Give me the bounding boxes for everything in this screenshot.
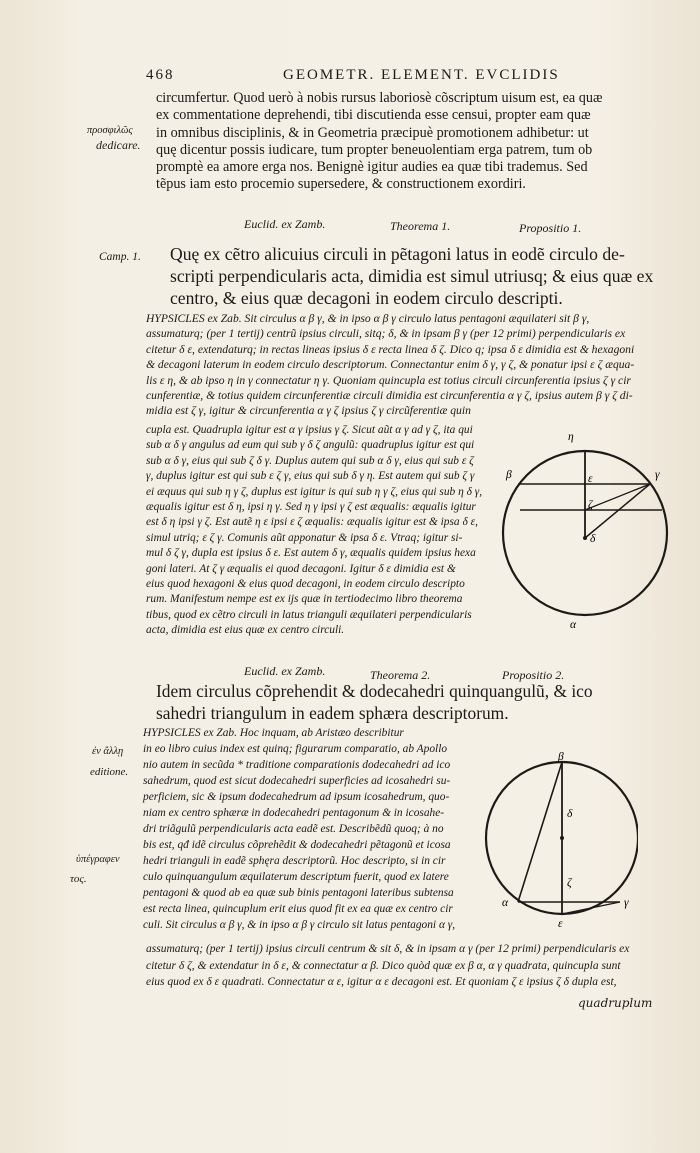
figure1-label: ζ (588, 499, 593, 511)
margin-tag-camp: Camp. 1. (99, 251, 141, 263)
proof-line: est δ η ipsi γ ζ. Est autẽ η ε ipsi ε ζ æqualis: æqualis igitur est & ipsa δ ε, (146, 516, 478, 529)
figure1-connector (585, 484, 650, 510)
figure2-label: α (502, 897, 509, 909)
page-number: 468 (146, 67, 175, 83)
figure2-label: ε (558, 918, 563, 930)
proof-line: assumaturq; (per 1 tertij) ipsius circuli centrum & sit δ, & in ipsam α γ (per 12 primi) perpendicularis ex (146, 943, 630, 955)
section1-statement (170, 243, 653, 309)
statement-line: Quę ex cẽtro alicuius circuli in pẽtagoni latus in eodẽ circulo de- (170, 244, 625, 264)
proof-line: eius quod hexagoni & eius quod decagoni, in eodem circulo descripto (146, 578, 465, 591)
proof-line: cupla est. Quadrupla igitur est α γ ipsius γ ζ. Sicut aũt α γ ad γ ζ, ita qui (146, 424, 473, 436)
proof-line: cunferentiæ, & totius quidem circunferentiæ circuli dimidia est circunferentia α γ ζ, ipsius autem β γ ζ di- (146, 389, 633, 403)
figure2-chord-right (562, 902, 620, 914)
section2-proof-wide (146, 941, 629, 991)
proof-line: sub α δ γ, eius qui sub ζ δ γ. Duplus autem qui sub α δ γ, eius qui sub ε ζ (146, 454, 474, 467)
figure-1-circle-diagram (490, 428, 690, 628)
proof-line: bis est, qđ idẽ circulus cõprehẽdit & dodecahedri pẽtagonũ et icosa (143, 839, 451, 851)
figure2-center-point (560, 836, 564, 840)
preface-text (156, 90, 602, 194)
figure2-label: γ (624, 897, 629, 909)
proof-line: sub α δ γ angulus ad eum qui sub γ δ ζ angulũ: quadruplus igitur est qui (146, 439, 475, 452)
proof-line: nio autem in secũda * traditione comparationis dodecahedri ad ico (143, 759, 451, 771)
section1-proposition-label: Propositio 1. (519, 221, 582, 235)
proof-line: citetur δ ζ, & extendatur in δ ε, & connectatur α β. Dico quòd quæ ex β α, α γ quadrata, quincupla sunt (146, 959, 621, 972)
margin-note-alt-edition-latin: editione. (90, 766, 129, 778)
proof-line: & decagoni laterum in eodem circulo descriptorum. Connectantur enim δ γ, γ ζ, & ponatur ipsi ε ζ æqua- (146, 358, 635, 372)
proof-line: midia est ζ γ, igitur & circunferentia α γ ζ ipsius ζ γ circũferentiæ quin (146, 404, 471, 418)
section2-proof-narrow (143, 725, 455, 933)
proof-line: pentagoni & quod ab ea quæ sub binis pentagoni lateribus subtensa (143, 887, 454, 899)
statement-line: scripti perpendicularis acta, dimidia est simul utriusq; & eius quæ ex (170, 266, 654, 286)
proof-line: niam ex centro sphæræ in dodecahedri pentagonum & in icosahe- (143, 807, 445, 819)
margin-note-greek: προσφιλῶς (87, 125, 133, 136)
proof-line: rum. Manifestum nempe est ex ijs quæ in tertiodecimo libro theorema (146, 593, 463, 606)
proof-line: dri triãgulũ perpendicularis acta eadẽ est. Describẽdũ quoq; à no (143, 823, 444, 835)
preface-line: in omnibus disciplinis, & in Geometria præcipuè promotionem adhibetur: ut (156, 124, 589, 141)
figure2-label: β (558, 752, 564, 763)
proof-line: in eo libro cuius index est quinq; figurarum comparatio, ab Apollo (143, 743, 448, 755)
figure2-label: ζ (567, 877, 572, 889)
proof-line: est recta linea, quincuplum erit eius quod fit ex ea quæ ex centro cir (143, 903, 453, 915)
preface-line: circumfertur. Quod uerò à nobis rursus laboriosè cõscriptum uisum est, ea quæ (156, 90, 603, 106)
proof-line: tibus, quod ex cẽtro circuli in latus trianguli æquilateri perpendicularis (146, 608, 472, 621)
margin-note-greek-2b: τος. (70, 873, 87, 885)
margin-note-alt-edition-greek: ἐν ἄλλῃ (92, 746, 124, 757)
figure2-label: δ (567, 808, 573, 820)
preface-line: ex commentatione deprehendi, tibi discutienda esse censui, propter eam quæ (156, 107, 591, 124)
proof-line: γ, duplus igitur est qui sub ε ζ γ, eius qui sub δ γ η. Est autem qui sub ζ γ (146, 470, 475, 483)
figure1-center-point (583, 536, 587, 540)
figure1-label: η (568, 431, 574, 443)
proof-line: sahedrum, quod est sicut dodecahedri superficies ad icosahedri su- (143, 775, 451, 787)
catchword: quadruplum (578, 996, 653, 1010)
margin-note-greek-2: ὑπέγραφεν (76, 854, 120, 865)
proof-line: acta, dimidia est eius quæ ex centro circuli. (146, 624, 345, 637)
proof-line: HYPSICLES ex Zab. Hoc inquam, ab Aristæo describitur (143, 727, 404, 739)
proof-line: simul utriq; ε ζ γ. Comunis aũt apponatur & ipsa δ ε. Vtraq; igitur si- (146, 531, 463, 544)
section2-statement (156, 680, 593, 724)
proof-line: ei æquus qui sub η γ ζ, duplus est igitur is qui sub η γ ζ, eius qui sub η δ γ, (146, 485, 483, 498)
section1-proof-narrow (146, 423, 482, 639)
figure2-chord-left (518, 762, 562, 902)
statement-line: sahedri triangulum in eadem sphæra descriptorum. (156, 703, 509, 723)
figure1-radius (585, 484, 650, 538)
proof-line: hedri trianguli in eadẽ sphęra descriptorũ. Hoc descripto, si in cir (143, 855, 446, 867)
section2-theorem-label: Theorema 2. (370, 668, 431, 682)
margin-note-latin: dedicare. (96, 138, 141, 152)
statement-line: centro, & eius quæ decagoni in eodem circulo descripti. (170, 288, 563, 308)
proof-line: HYPSICLES ex Zab. Sit circulus α β γ, & in ipso α β γ circulo latus pentagoni æquilateri sit β γ, (146, 312, 590, 325)
proof-line: citetur δ ε, extendaturq; in rectas lineas ipsius δ ε recta linea δ ζ. Dico q; ipsa δ ε dimidia est & hexagoni (146, 342, 635, 356)
figure1-label: ε (588, 473, 593, 485)
figure1-label: γ (655, 469, 660, 481)
figure-2-circle-diagram (478, 752, 638, 932)
figure1-label: δ (590, 533, 596, 545)
section1-proof-wide (146, 311, 634, 419)
proof-line: goni lateri. At ζ γ æqualis ei quod decagoni. Igitur δ ε dimidia est & (146, 562, 456, 575)
proof-line: eius quod ex δ ε quadrati. Connectatur α ε, igitur α ε decagoni est. Et quoniam ζ ε ipsius ζ δ dupla est, (146, 976, 617, 988)
figure1-label: α (570, 619, 577, 628)
proof-line: æqualis igitur est δ η, ipsi η γ. Sed η γ ipsi γ ζ est æqualis: æqualis igitur (146, 501, 476, 514)
running-title: GEOMETR. ELEMENT. EVCLIDIS (283, 67, 560, 83)
section2-proposition-label: Propositio 2. (502, 668, 565, 682)
preface-line: tẽpus iam esto procemio supersedere, & constructionem exordiri. (156, 176, 526, 193)
preface-line: promptè ea amore erga nos. Benignè igitur audies ea quæ tibi trademus. Sed (156, 159, 588, 176)
preface-line: quę dicentur possis iudicare, tum propter beneuolentiam erga patrem, tum ob (156, 141, 593, 158)
proof-line: perficiem, sic & ipsum dodecahedrum ad ipsum icosahedrum, quo- (143, 791, 450, 803)
proof-line: lis ε η, & ab ipso η in γ connectatur η γ. Quoniam quincupla est totius circuli circunferentia ipsius ζ γ cir (146, 373, 631, 387)
figure1-label: β (506, 469, 512, 481)
proof-line: culo quinquangulum æquilaterum descriptum fuerit, quod ex latere (143, 871, 449, 883)
proof-line: mul δ ζ γ, dupla est ipsius δ ε. Est autem δ γ, æqualis quidem ipsius hexa (146, 547, 476, 560)
statement-line: Idem circulus cõprehendit & dodecahedri quinquangulũ, & ico (156, 681, 593, 701)
section2-source-label: Euclid. ex Zamb. (244, 664, 326, 678)
proof-line: culi. Sit circulus α β γ, & in ipso α β γ circulo sit latus pentagoni α γ, (143, 919, 456, 931)
proof-line: assumaturq; (per 1 tertij) centrũ ipsius circuli, sitq; δ, & in ipsam β γ (per 12 primi) perpendicularis ex (146, 327, 626, 341)
section1-theorem-label: Theorema 1. (390, 219, 451, 233)
section1-source-label: Euclid. ex Zamb. (244, 217, 326, 231)
